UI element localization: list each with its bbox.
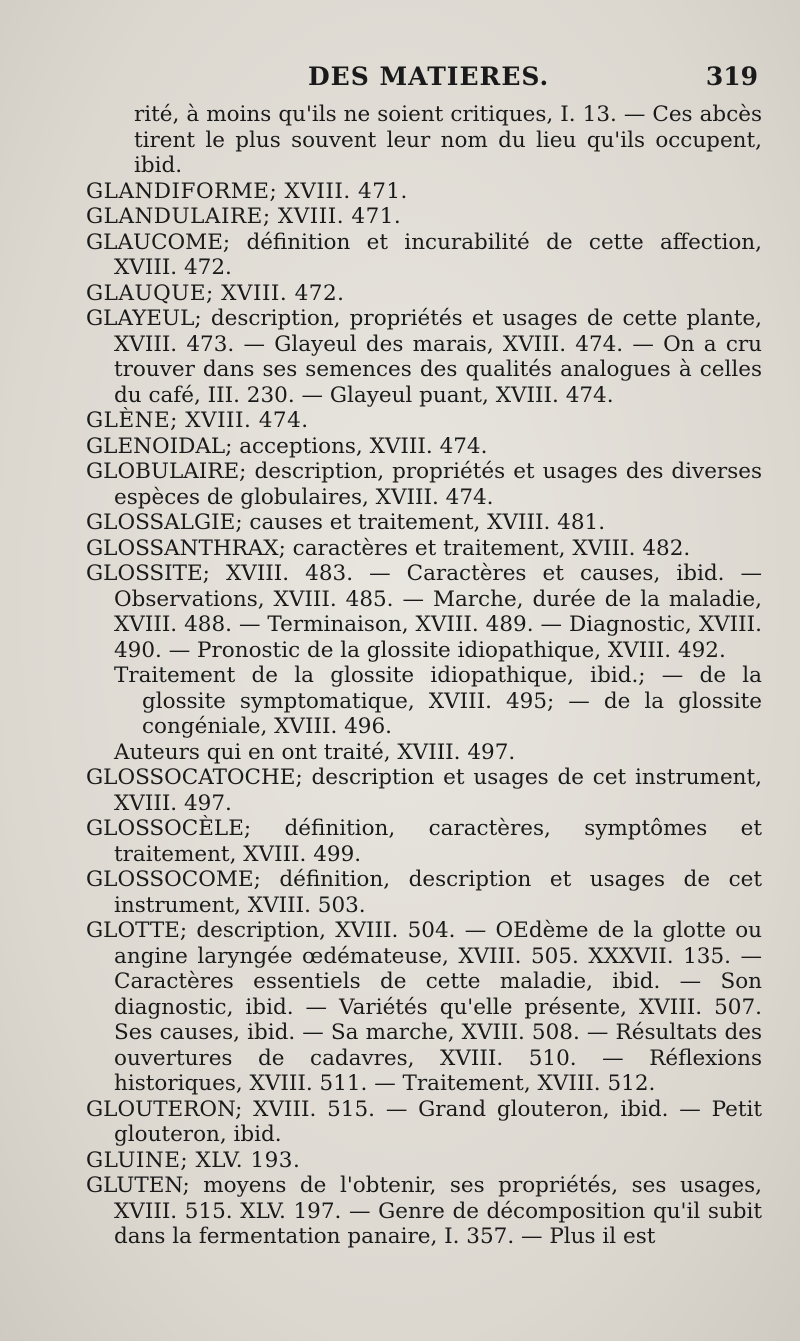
index-entry-glenoidal: GLENOIDAL; acceptions, XVIII. 474. [86,433,488,459]
index-entry-glossite: GLOSSITE; XVIII. 483. — Caractères et causes, ibid. — Observations, XVIII. 485. — Marche, durée de la maladie, XVIII. 488. — Terminaison, XVIII. 489. — Diagnostic, XVIII. 490. — Pronostic de la glossite idiopathique, XVIII. 492. [86,561,762,663]
index-entries [86,102,762,1250]
page-number: 319 [705,62,758,91]
index-entry-glossanthrax: GLOSSANTHRAX; caractères et traitement, XVIII. 482. [86,535,691,561]
index-entry-globulaire: GLOBULAIRE; description, propriétés et usages des diverses espèces de globulaires, XVIII. 474. [86,459,762,510]
index-entry-glossocatoche: GLOSSOCATOCHE; description et usages de cet instrument, XVIII. 497. [86,765,762,816]
page-header [0,62,800,98]
index-entry-gluine: GLUINE; XLV. 193. [86,1147,301,1173]
running-head: DES MATIERES. [308,62,550,91]
index-entry-glossalgie: GLOSSALGIE; causes et traitement, XVIII. 481. [86,510,606,535]
index-entry-glandiforme: GLANDIFORME; XVIII. 471. [86,178,408,204]
index-entry-continuation: rité, à moins qu'ils ne soient critiques, I. 13. — Ces abcès tirent le plus souvent leur nom du lieu qu'ils occupent, ibid. [134,102,762,178]
index-entry-glaucome: GLAUCOME; définition et incurabilité de cette affection, XVIII. 472. [86,229,762,280]
index-entry-glossocome: GLOSSOCOME; définition, description et usages de cet instrument, XVIII. 503. [86,867,762,918]
index-entry-glouteron: GLOUTERON; XVIII. 515. — Grand glouteron, ibid. — Petit glouteron, ibid. [86,1096,762,1147]
index-entry-gluten: GLUTEN; moyens de l'obtenir, ses propriétés, ses usages, XVIII. 515. XLV. 197. — Genre de décomposition qu'il subit dans la fermentation panaire, I. 357. — Plus il est [86,1173,762,1249]
index-entry-glayeul: GLAYEUL; description, propriétés et usages de cette plante, XVIII. 473. — Glayeul des marais, XVIII. 474. — On a cru trouver dans ses semences des qualités analogues à celles du café, III. 230. — Glayeul puant, XVIII. 474. [86,306,762,408]
index-subentry-glossite-auteurs: Auteurs qui en ont traité, XVIII. 497. [114,739,516,765]
index-entry-glauque: GLAUQUE; XVIII. 472. [86,280,345,306]
index-entry-glossocele: GLOSSOCÈLE; définition, caractères, symptômes et traitement, XVIII. 499. [86,816,762,867]
index-subentry-glossite-traitement: Traitement de la glossite idiopathique, ibid.; — de la glossite symptomatique, XVIII. 495; — de la glossite congéniale, XVIII. 496. [114,663,762,739]
index-entry-glotte: GLOTTE; description, XVIII. 504. — OEdème de la glotte ou angine laryngée œdémateuse, XVIII. 505. XXXVII. 135. — Caractères essentiels de cette maladie, ibid. — Son diagnostic, ibid. — Variétés qu'elle présente, XVIII. 507. Ses causes, ibid. — Sa marche, XVIII. 508. — Résultats des ouvertures de cadavres, XVIII. 510. — Réflexions historiques, XVIII. 511. — Traitement, XVIII. 512. [86,918,762,1096]
index-entry-glene: GLÈNE; XVIII. 474. [86,408,309,433]
index-entry-glandulaire: GLANDULAIRE; XVIII. 471. [86,204,402,229]
